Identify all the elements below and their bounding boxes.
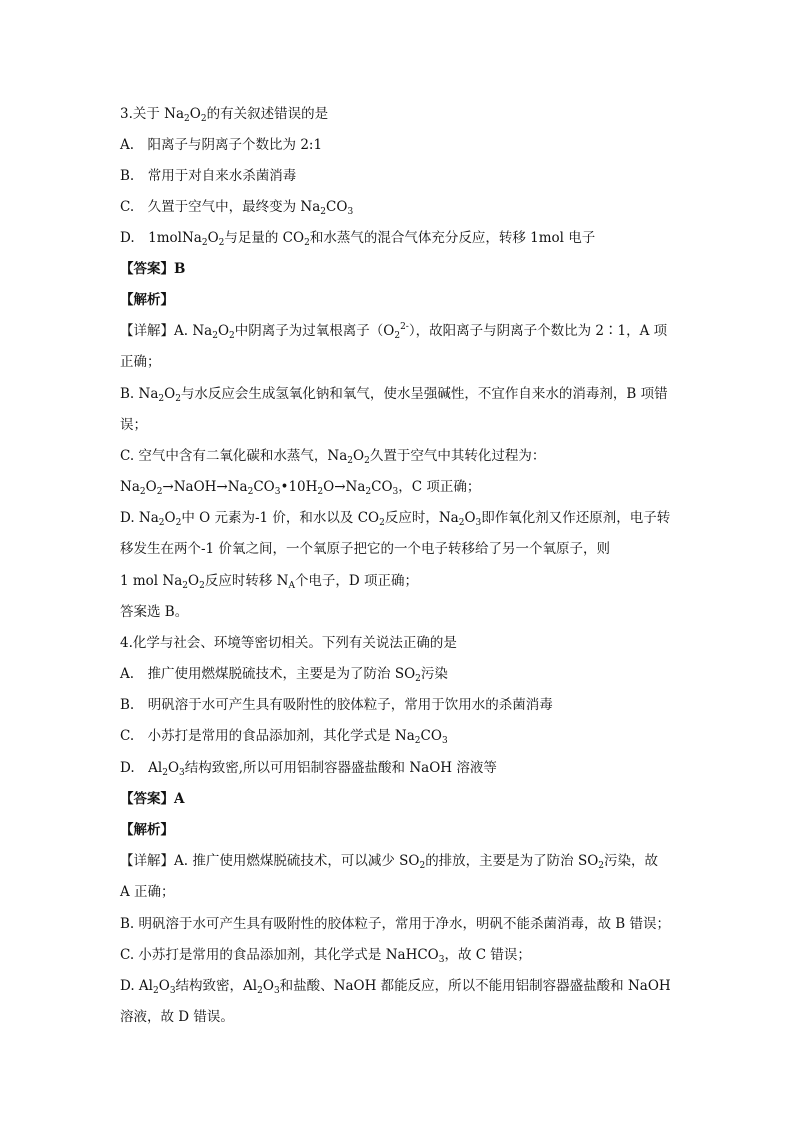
question-4-detail-c: C. 小苏打是常用的食品添加剂，其化学式是 NaHCO$_3$，故 C 错误； (120, 947, 531, 965)
question-4-analysis-heading: 【解析】 (120, 822, 174, 838)
question-4-detail-d: D. $Al_2O_3$结构致密，$Al_2O_3$和盐酸、NaOH 都能反应，所以不能用铝制容器盛盐酸和 NaOH (120, 978, 671, 996)
question-3-detail-c-equation: $Na_2O_2\to NaOH\to Na_2CO_3•10H_2O\to Na_2CO_3$，C 项正确； (120, 479, 481, 497)
question-3-answer: 【答案】B (120, 261, 186, 277)
question-3-detail-d: D. $Na_2O_2$中 O 元素为-1 价，和水以及 $CO_2$反应时，$Na_2O_3$即作氧化剂又作还原剂，电子转 (120, 510, 671, 528)
question-4-option-d: D. $Al_2O_3$结构致密,所以可用铝制容器盛盐酸和 NaOH 溶液等 (120, 760, 497, 778)
question-4-answer: 【答案】A (120, 791, 185, 807)
question-3-detail-b-cont: 误； (120, 417, 147, 433)
question-4-option-c: C. 小苏打是常用的食品添加剂，其化学式是 $Na_2CO_3$ (120, 728, 448, 746)
question-3-detail-c: C. 空气中含有二氧化碳和水蒸气，$Na_2O_2$久置于空气中其转化过程为： (120, 448, 546, 466)
question-3-stem: 3.关于 $Na_2O_2$的有关叙述错误的是 (120, 106, 329, 124)
question-4-detail-a: 【详解】A. 推广使用燃煤脱硫技术，可以减少 $SO_2$的排放，主要是为了防治 $SO_2$污染，故 (120, 853, 659, 871)
question-3-option-b: B. 常用于对自来水杀菌消毒 (120, 168, 297, 184)
question-4-detail-a-cont: A 正确； (120, 884, 175, 900)
question-3-option-d: D. $1molNa_2O_2$与足量的 $CO_2$和水蒸气的混合气体充分反应，转移 1mol 电子 (120, 230, 596, 248)
question-3-detail-a-cont: 正确； (120, 354, 161, 370)
question-4-option-b: B. 明矾溶于水可产生具有吸附性的胶体粒子，常用于饮用水的杀菌消毒 (120, 697, 553, 713)
question-3-detail-d-cont2: 1 mol $Na_2O_2$反应时转移 $N_A$个电子，D 项正确； (120, 573, 419, 591)
question-3-detail-d-cont: 移发生在两个-1 价氧之间，一个氧原子把它的一个电子转移给了另一个氧原子，则 (120, 541, 610, 557)
question-3-analysis-heading: 【解析】 (120, 292, 174, 308)
question-4-stem: 4.化学与社会、环境等密切相关。下列有关说法正确的是 (120, 635, 457, 651)
question-3-option-c: C. 久置于空气中，最终变为 $Na_2CO_3$ (120, 199, 354, 217)
question-4-detail-b: B. 明矾溶于水可产生具有吸附性的胶体粒子，常用于净水，明矾不能杀菌消毒，故 B 错误； (120, 916, 671, 932)
question-3-option-a: A. 阳离子与阴离子个数比为 2:1 (120, 137, 323, 153)
question-3-detail-b: B. $Na_2O_2$与水反应会生成氢氧化钠和氧气，使水呈强碱性，不宜作自来水的消毒剂，B 项错 (120, 386, 668, 404)
question-3-conclusion: 答案选 B。 (120, 604, 189, 620)
question-4-detail-d-cont: 溶液，故 D 错误。 (120, 1009, 234, 1025)
question-4-option-a: A. 推广使用燃煤脱硫技术，主要是为了防治 $SO_2$污染 (120, 666, 448, 684)
question-3-detail-a: 【详解】A. $Na_2O_2$中阴离子为过氧根离子$(O_2^{2-})$，故阳离子与阴离子个数比为 2∶1，A 项 (120, 322, 668, 341)
